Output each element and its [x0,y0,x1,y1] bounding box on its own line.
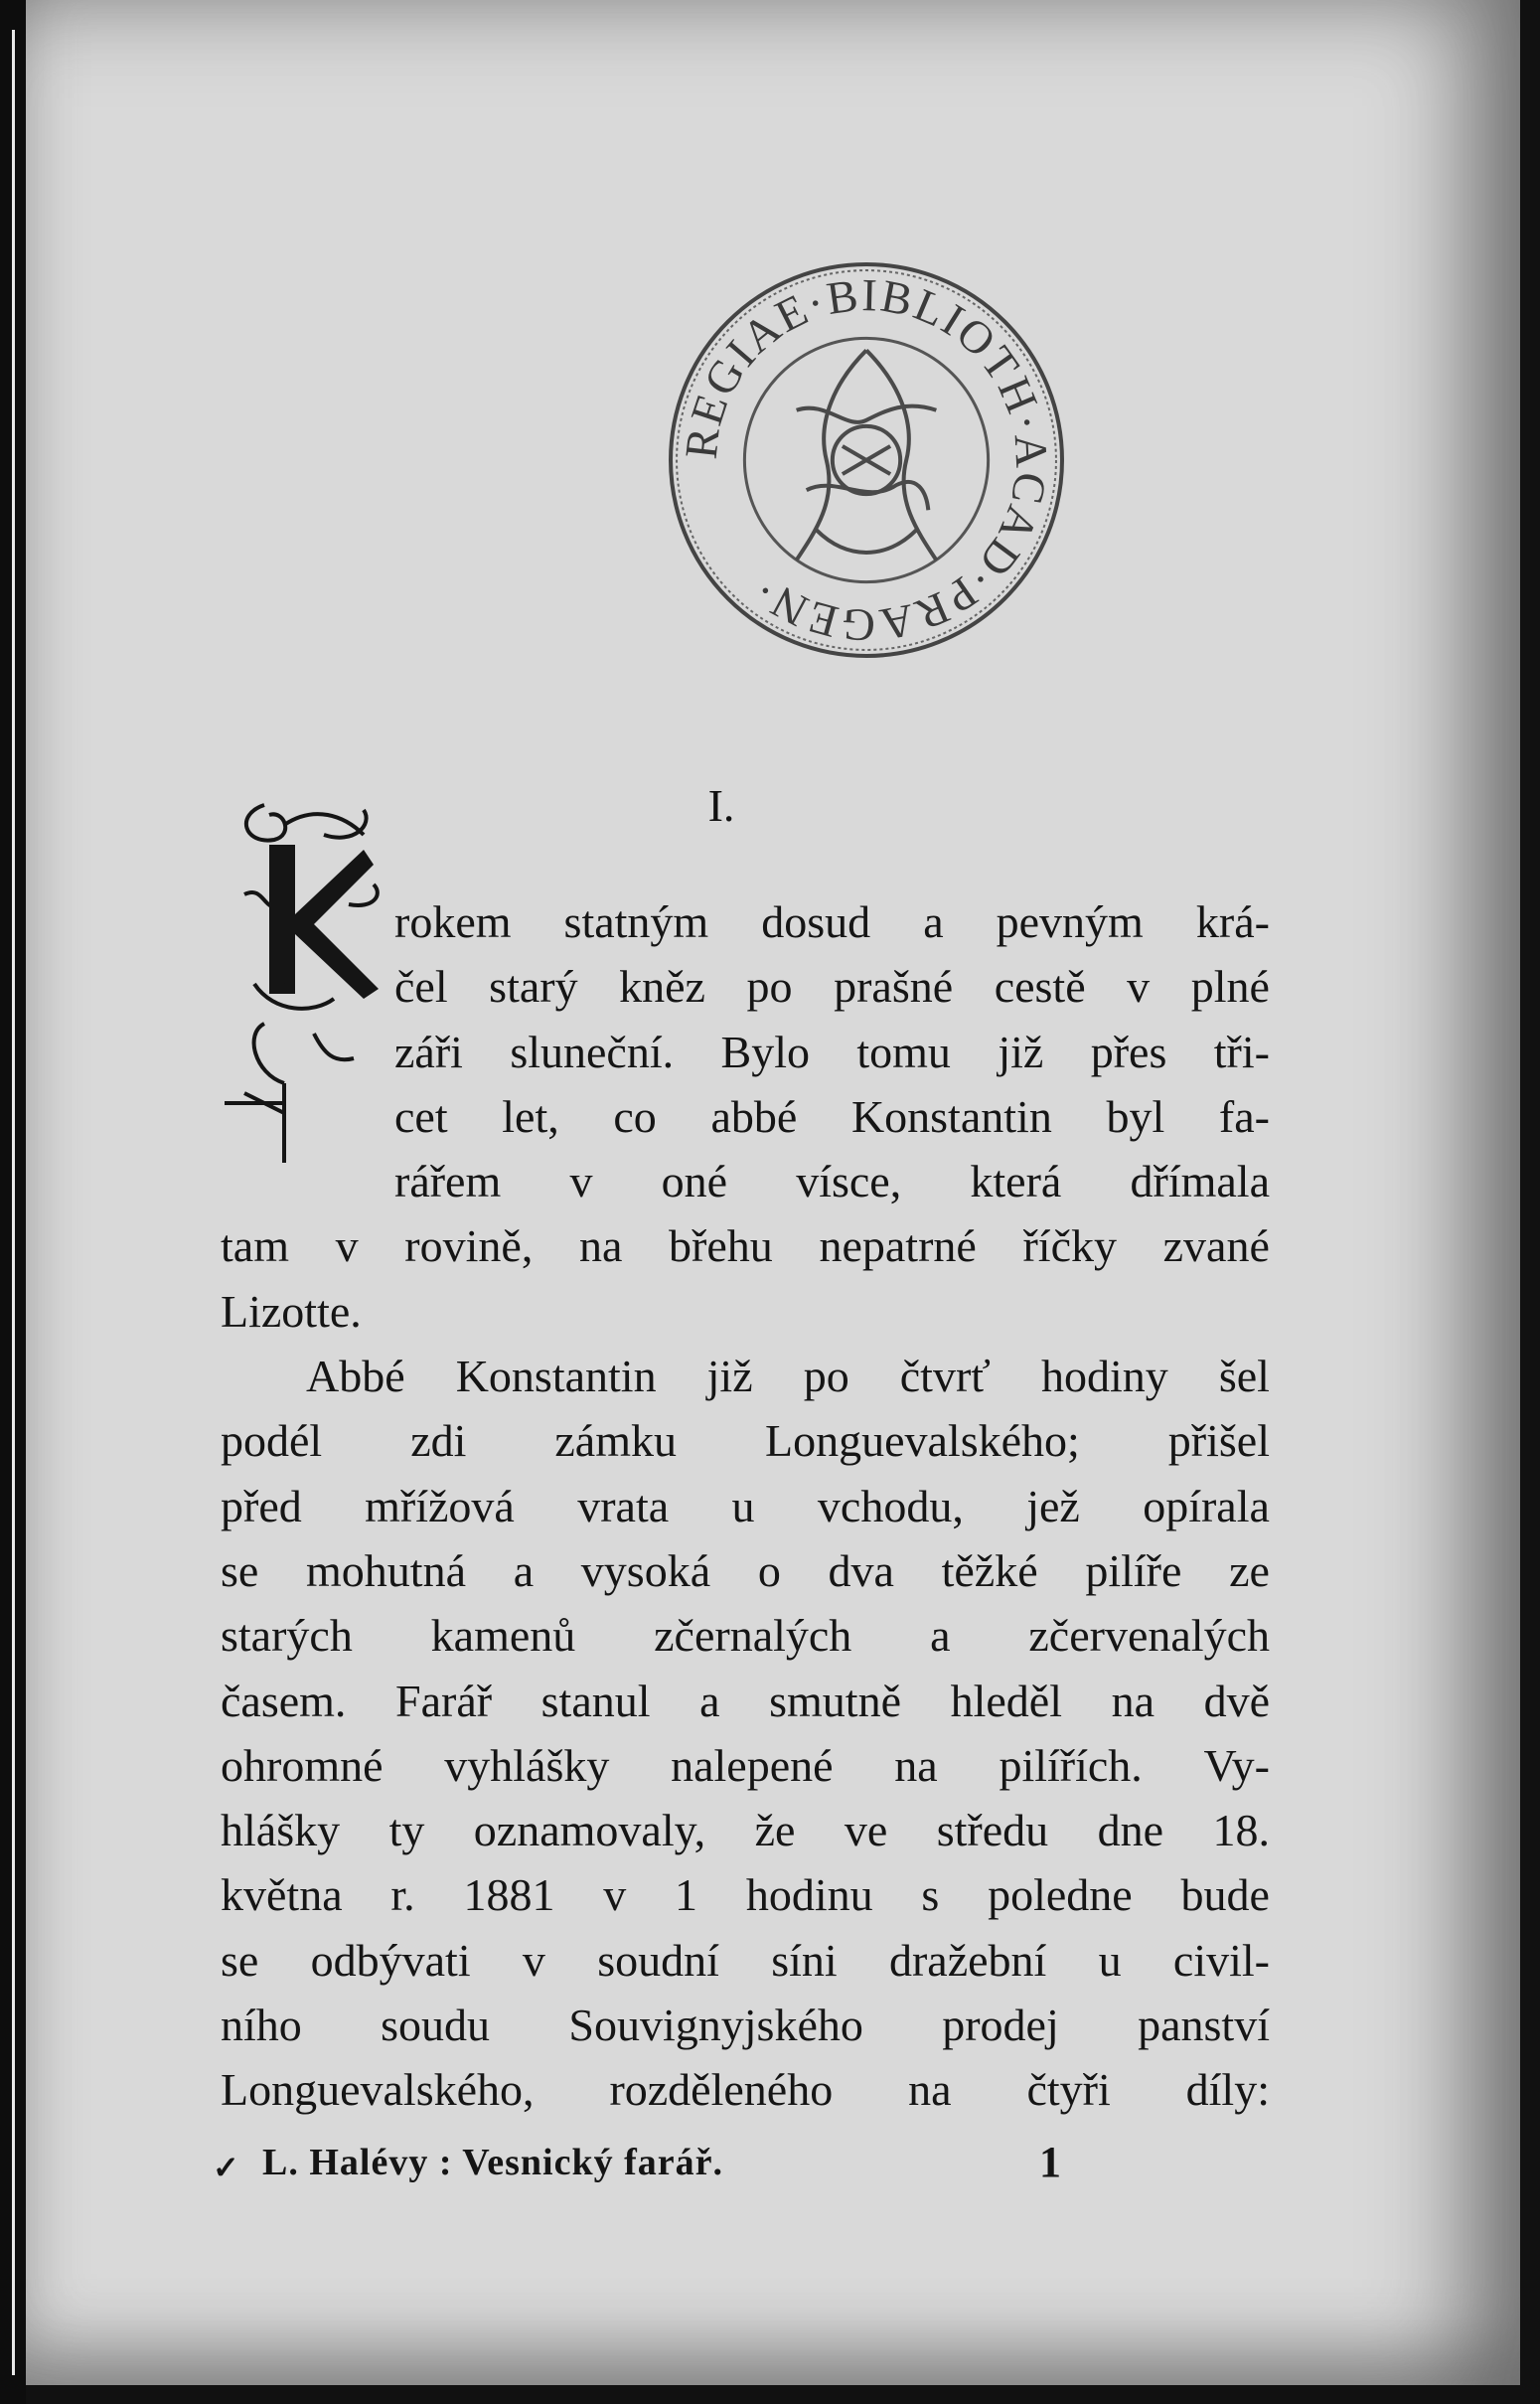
chapter-number: I. [707,780,735,831]
word: se [221,1934,259,1986]
word: v [569,1156,593,1207]
text-line-content [394,1020,1270,1084]
word: poledne [988,1869,1133,1921]
word: cestě [994,961,1086,1013]
word: u [1098,1934,1122,1986]
word: opírala [1143,1480,1270,1531]
paragraph-2 [221,1344,1270,2123]
word: díly: [1185,2064,1270,2116]
word: středu [936,1805,1049,1856]
text-line [221,2057,1270,2122]
word: podél [221,1415,323,1467]
text-line-content [221,1862,1270,1927]
word: statným [563,896,709,947]
word: 18. [1212,1805,1270,1856]
word: stanul [540,1675,651,1726]
word: května [221,1869,343,1921]
word: a [513,1544,535,1596]
text-line [221,889,1270,954]
word: že [754,1805,796,1856]
text-line [221,1798,1270,1862]
word: starý [489,961,578,1013]
word: v [335,1220,359,1272]
body-text [221,889,1270,2123]
page-gutter [0,0,26,2404]
text-line [221,1020,1270,1084]
word: hlášky [221,1805,341,1856]
word: sluneční. [510,1026,675,1077]
text-line-content [221,1733,1270,1798]
word: čtyři [1026,2064,1111,2116]
word: pilířích. [999,1739,1143,1791]
word: těžké [941,1544,1038,1596]
page-footer [213,2138,1079,2200]
word: nalepené [671,1739,834,1791]
word: rokem [394,896,512,947]
text-line [221,1538,1270,1603]
word: zdi [410,1415,467,1467]
word: prodej [942,2000,1059,2051]
word: ze [1229,1544,1270,1596]
text-line [221,1669,1270,1733]
text-line-content [221,2057,1270,2122]
word: mřížová [365,1480,515,1531]
stamp-seal-icon [666,260,1067,660]
word: která [970,1156,1062,1207]
word: smutně [769,1675,902,1726]
word: časem. [221,1675,347,1726]
word: panství [1138,2000,1270,2051]
word: 1 [675,1869,698,1921]
text-line-content [221,1474,1270,1538]
stamp-emblem-icon [797,350,937,560]
word: kamenů [430,1610,576,1662]
word: na [1111,1675,1155,1726]
word: nepatrné [819,1220,977,1272]
word: na [908,2064,952,2116]
word: cet [394,1090,448,1142]
word: vchodu, [817,1480,964,1531]
word: mohutná [306,1544,466,1596]
text-line-content [306,1344,1270,1408]
word: zvané [1162,1220,1270,1272]
word: zčervenalých [1028,1610,1270,1662]
word: záři [394,1026,463,1077]
word: dvě [1203,1675,1270,1726]
word: ního [221,2000,302,2051]
word: pevným [996,896,1144,947]
word: rozděleného [609,2064,834,2116]
stamp-text: REGIAE·BIBLIOTH·ACAD·PRAGEN· [675,268,1058,652]
word: co [613,1090,657,1142]
word: ohromné [221,1739,384,1791]
word: a [699,1675,720,1726]
word: dosud [761,896,871,947]
word: zčernalých [654,1610,852,1662]
word: krá- [1195,896,1270,947]
word: oné [661,1156,728,1207]
word: tam [221,1220,289,1272]
word: Farář [395,1675,493,1726]
word: Longuevalského; [764,1415,1080,1467]
word: tomu [856,1026,951,1077]
text-line-content [221,1213,1270,1278]
word: rářem [394,1156,502,1207]
paragraph-1 [221,889,1270,1344]
word: soudní [597,1934,719,1986]
word: hodinu [745,1869,873,1921]
word: v [522,1934,545,1986]
word: dva [828,1544,894,1596]
word: v [1127,961,1151,1013]
text-line-content [221,1928,1270,1993]
word: kněz [619,961,705,1013]
word: čel [394,961,448,1013]
book-page [26,0,1520,2385]
word: fa- [1218,1090,1270,1142]
word: Konstantin [850,1090,1052,1142]
word: ty [388,1805,425,1856]
word: bude [1180,1869,1270,1921]
signature-mark-icon: ✓ [213,2150,239,2185]
text-line [221,1928,1270,1993]
word: Konstantin [455,1351,657,1402]
text-line-content [221,1538,1270,1603]
word: abbé [710,1090,798,1142]
text-line-content: Lizotte. [221,1285,362,1337]
sheet-number: 1 [1039,2138,1061,2186]
word: civil- [1172,1934,1270,1986]
word: hodiny [1041,1351,1168,1402]
word: soudu [381,2000,491,2051]
word: Bylo [720,1026,810,1077]
text-line [221,1408,1270,1473]
word: byl [1106,1090,1165,1142]
word: se [221,1544,259,1596]
word: v [603,1869,627,1921]
word: vrata [577,1480,670,1531]
word: dřímala [1130,1156,1270,1207]
word: již [998,1026,1044,1077]
text-line-content [221,1669,1270,1733]
word: plné [1190,961,1270,1013]
word: oznamovaly, [473,1805,706,1856]
word: vyhlášky [444,1739,610,1791]
word: síni [771,1934,838,1986]
text-line [221,1993,1270,2057]
library-stamp [666,260,1067,660]
word: již [706,1351,753,1402]
text-line-content [394,1084,1270,1149]
text-line [221,1344,1270,1408]
text-line [221,1733,1270,1798]
word: dražební [888,1934,1047,1986]
word: rovině, [404,1220,534,1272]
text-line-content [394,954,1270,1019]
word: a [923,896,944,947]
text-line-content [394,1149,1270,1213]
word: na [578,1220,623,1272]
text-line-content [394,889,1270,954]
word: jež [1026,1480,1080,1531]
text-line-content [221,1408,1270,1473]
word: tři- [1213,1026,1270,1077]
word: přes [1090,1026,1167,1077]
text-line [221,1279,1270,1344]
word: Souvignyjského [568,2000,863,2051]
word: let, [502,1090,559,1142]
word: 1881 [463,1869,555,1921]
word: s [921,1869,940,1921]
word: Vy- [1203,1739,1270,1791]
word: odbývati [310,1934,471,1986]
word: čtvrť [899,1351,991,1402]
word: břehu [669,1220,773,1272]
word: a [930,1610,951,1662]
word: u [731,1480,755,1531]
word: na [894,1739,938,1791]
word: po [803,1351,849,1402]
word: přišel [1167,1415,1270,1467]
text-line [221,1213,1270,1278]
footer-signature: L. Halévy : Vesnický farář. [262,2142,723,2183]
word: vysoká [580,1544,711,1596]
word: zámku [554,1415,677,1467]
text-line [221,1474,1270,1538]
word: po [746,961,793,1013]
text-line-content [221,1798,1270,1862]
text-line-content [221,1603,1270,1668]
word: Longuevalského, [221,2064,535,2116]
gutter-edge-line [12,30,15,2375]
word: o [757,1544,781,1596]
text-line [221,1603,1270,1668]
word: starých [221,1610,353,1662]
word: dne [1097,1805,1164,1856]
word: říčky [1022,1220,1117,1272]
word: hleděl [950,1675,1062,1726]
word: vísce, [796,1156,902,1207]
word: před [221,1480,302,1531]
word: šel [1218,1351,1270,1402]
drop-cap-letter: K [284,984,285,985]
word: Abbé [306,1351,405,1402]
text-line [221,1862,1270,1927]
word: r. [390,1869,415,1921]
word: prašné [834,961,954,1013]
text-line [221,1084,1270,1149]
word: ve [844,1805,888,1856]
word: pilíře [1085,1544,1182,1596]
text-line [221,1149,1270,1213]
text-line [221,954,1270,1019]
text-line-content [221,1993,1270,2057]
